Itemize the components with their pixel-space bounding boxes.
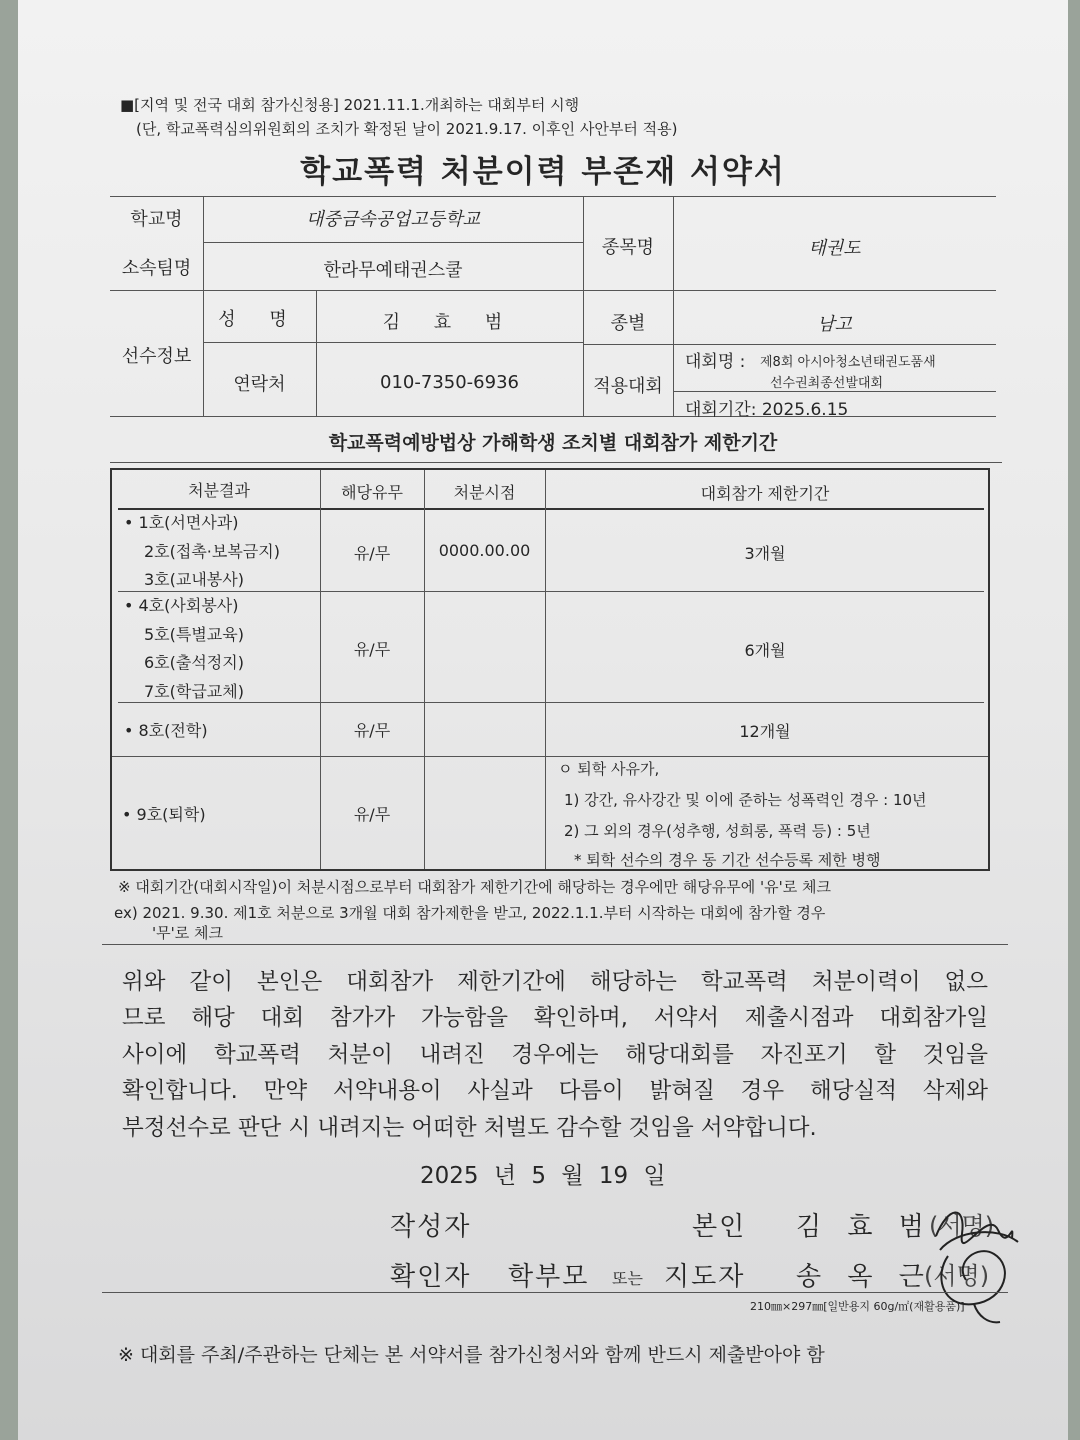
label-player-info: 선수정보 — [121, 346, 192, 367]
row2-applicable[interactable]: 유/무 — [353, 640, 391, 659]
row2-item-4: 7호(학급교체) — [144, 682, 244, 701]
row2-period: 6개월 — [744, 641, 786, 660]
header-note-1: ■[지역 및 전국 대회 참가신청용] 2021.11.1.개최하는 대회부터 시행 — [120, 96, 580, 114]
row4-applicable[interactable]: 유/무 — [353, 805, 391, 824]
footnote-2: ex) 2021. 9.30. 제1호 처분으로 3개월 대회 참가제한을 받고, 2022.1.1.부터 시작하는 대회에 참가할 경우 — [114, 904, 826, 922]
confirmer-name: 송 옥 근 — [796, 1262, 933, 1292]
value-competition-name-line1: 제8회 아시아청소년태권도품새 — [760, 355, 936, 370]
row3-applicable[interactable]: 유/무 — [353, 721, 391, 740]
row1-applicable[interactable]: 유/무 — [353, 544, 391, 563]
submission-note: ※ 대회를 주최/주관하는 단체는 본 서약서를 참가신청서와 함께 반드시 제출받아야 함 — [118, 1344, 825, 1366]
row1-item-2: 2호(접촉·보복금지) — [144, 542, 280, 561]
author-label: 작성자 — [390, 1212, 472, 1242]
pledge-line-2: 므로 해당 대회 참가가 가능함을 확인하며, 서약서 제출시점과 대회참가일 — [122, 1005, 988, 1031]
row1-item-3: 3호(교내봉사) — [144, 570, 244, 589]
label-competition-name: 대회명 : — [685, 352, 746, 372]
row2-item-2: 5호(특별교육) — [144, 625, 244, 644]
value-competition-name-line2: 선수권최종선발대회 — [770, 376, 884, 391]
footnote-2b: '무'로 체크 — [152, 924, 223, 942]
value-gender: 남고 — [817, 314, 852, 335]
pledge-date: 2025 년 5 월 19 일 — [420, 1163, 666, 1189]
row4-period-line3: 2) 그 외의 경우(성추행, 성희롱, 폭력 등) : 5년 — [564, 822, 871, 840]
paper-spec: 210㎜×297㎜[일반용지 60g/㎡(재활용품)] — [750, 1300, 965, 1313]
author-name: 김 효 범 — [796, 1212, 933, 1242]
value-team-name: 한라무예태권스쿨 — [323, 260, 463, 281]
col-header-applicable: 해당유무 — [341, 483, 403, 502]
value-name: 김 효 범 — [382, 312, 517, 333]
col-header-period: 대회참가 제한기간 — [700, 484, 830, 503]
coach-label: 지도자 — [664, 1262, 746, 1292]
label-event: 종목명 — [601, 237, 655, 258]
label-school-name: 학교명 — [130, 209, 183, 230]
pledge-line-1: 위와 같이 본인은 대회참가 제한기간에 해당하는 학교폭력 처분이력이 없으 — [122, 969, 988, 995]
row4-period-line4: * 퇴학 선수의 경우 동 기간 선수등록 제한 병행 — [574, 851, 881, 869]
pledge-line-5: 부정선수로 판단 시 내려지는 어떠한 처벌도 감수할 것임을 서약합니다. — [122, 1115, 817, 1141]
handwritten-signature — [918, 1196, 1028, 1336]
label-name: 성 명 — [218, 309, 301, 330]
document-title: 학교폭력 처분이력 부존재 서약서 — [300, 154, 786, 190]
pledge-line-4: 확인합니다. 만약 서약내용이 사실과 다름이 밝혀질 경우 해당실적 삭제와 — [122, 1078, 988, 1104]
author-seal-text: (서명) — [929, 1212, 995, 1240]
confirmer-label: 확인자 — [390, 1262, 472, 1292]
pledge-line-3: 사이에 학교폭력 처분이 내려진 경우에는 해당대회를 자진포기 할 것임을 — [122, 1042, 988, 1068]
value-event: 태권도 — [808, 238, 861, 259]
footnote-1: ※ 대회기간(대회시작일)이 처분시점으로부터 대회참가 제한기간에 해당하는 경우에만 해당유무에 '유'로 체크 — [118, 878, 831, 896]
label-team-name: 소속팀명 — [121, 258, 192, 279]
row4-period-line2: 1) 강간, 유사강간 및 이에 준하는 성폭력인 경우 : 10년 — [564, 791, 927, 809]
value-school-name: 대중금속공업고등학교 — [306, 209, 480, 230]
col-header-date: 처분시점 — [453, 483, 516, 502]
value-contact: 010-7350-6936 — [380, 372, 519, 393]
document-page — [18, 0, 1068, 1440]
label-gender: 종별 — [610, 313, 646, 334]
parent-label: 학부모 — [508, 1262, 590, 1292]
section-title: 학교폭력예방법상 가해학생 조치별 대회참가 제한기간 — [328, 432, 778, 454]
row2-item-3: 6호(출석정지) — [144, 653, 244, 672]
label-contact: 연락처 — [233, 374, 286, 395]
self-label: 본인 — [692, 1212, 747, 1242]
col-header-result: 처분결과 — [188, 481, 250, 500]
row1-period: 3개월 — [744, 544, 786, 563]
row4-period-line1: ㅇ 퇴학 사유가, — [558, 760, 660, 778]
header-note-2: (단, 학교폭력심의위원회의 조치가 확정된 날이 2021.9.17. 이후인 사안부터 적용) — [136, 120, 678, 138]
label-applied-competition: 적용대회 — [593, 376, 663, 397]
competition-period: 대회기간: 2025.6.15 — [685, 400, 849, 420]
row3-item-1: • 8호(전학) — [124, 721, 208, 740]
row4-item-1: • 9호(퇴학) — [122, 805, 206, 824]
or-label: 또는 — [612, 1269, 643, 1288]
row3-period: 12개월 — [739, 722, 791, 741]
confirmer-seal-text: (서명) — [924, 1262, 990, 1290]
row1-date: 0000.00.00 — [438, 541, 531, 560]
row2-item-1: • 4호(사회봉사) — [124, 596, 239, 615]
row1-item-1: • 1호(서면사과) — [124, 513, 239, 532]
